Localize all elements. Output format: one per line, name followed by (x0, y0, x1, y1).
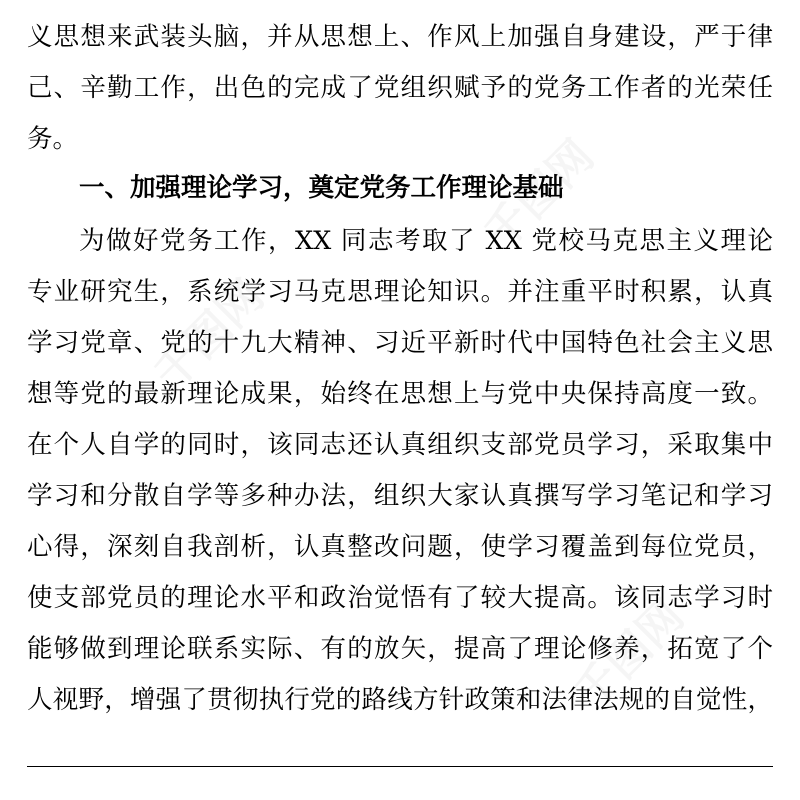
paragraph-line: 在个人自学的同时，该同志还认真组织支部党员学习，采取集中 (27, 430, 773, 460)
paragraph-line: 使支部党员的理论水平和政治觉悟有了较大提高。该同志学习时 (27, 583, 773, 613)
paragraph-line: 务。 (27, 124, 79, 154)
paragraph-line: 能够做到理论联系实际、有的放矢，提高了理论修养，拓宽了个 (27, 634, 773, 664)
paragraph-line: 己、辛勤工作，出色的完成了党组织赋予的党务工作者的光荣任 (27, 73, 773, 103)
paragraph-line: 专业研究生，系统学习马克思理论知识。并注重平时积累，认真 (27, 277, 773, 307)
watermark: 千图网 (144, 270, 274, 400)
paragraph-line: 人视野，增强了贯彻执行党的路线方针政策和法律法规的自觉性， (27, 685, 773, 715)
paragraph-line: 为做好党务工作，XX 同志考取了 XX 党校马克思主义理论 (79, 226, 773, 256)
section-heading: 一、加强理论学习，奠定党务工作理论基础 (79, 173, 564, 203)
footer-divider (27, 766, 773, 767)
paragraph-line: 学习和分散自学等多种办法，组织大家认真撰写学习笔记和学习 (27, 481, 773, 511)
paragraph-line: 想等党的最新理论成果，始终在思想上与党中央保持高度一致。 (27, 379, 773, 409)
watermark: 千图网 (564, 590, 694, 720)
watermark: 千图网 (474, 130, 604, 260)
paragraph-line: 学习党章、党的十九大精神、习近平新时代中国特色社会主义思 (27, 328, 773, 358)
paragraph-line: 义思想来武装头脑，并从思想上、作风上加强自身建设，严于律 (27, 22, 773, 52)
paragraph-line: 心得，深刻自我剖析，认真整改问题，使学习覆盖到每位党员， (27, 532, 773, 562)
